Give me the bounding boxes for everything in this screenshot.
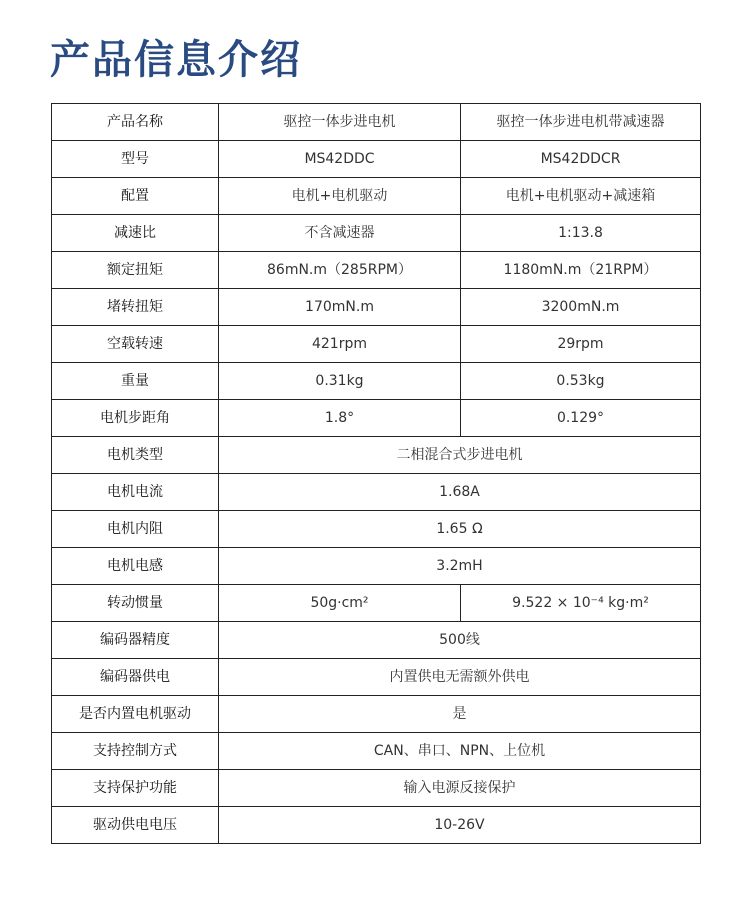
row-value: 电机+电机驱动 <box>219 178 461 215</box>
row-label: 电机内阻 <box>52 511 219 548</box>
row-value: 170mN.m <box>219 289 461 326</box>
row-label: 堵转扭矩 <box>52 289 219 326</box>
row-value: 1.65 Ω <box>219 511 701 548</box>
table-row <box>52 807 701 844</box>
row-value: 10-26V <box>219 807 701 844</box>
row-label: 编码器供电 <box>52 659 219 696</box>
table-row <box>52 696 701 733</box>
table-row <box>52 363 701 400</box>
row-label: 空载转速 <box>52 326 219 363</box>
row-value: 3.2mH <box>219 548 701 585</box>
row-value: 1.8° <box>219 400 461 437</box>
row-value: 驱控一体步进电机 <box>219 104 461 141</box>
table-row <box>52 178 701 215</box>
table-row <box>52 770 701 807</box>
table-row <box>52 400 701 437</box>
row-label: 减速比 <box>52 215 219 252</box>
table-row <box>52 437 701 474</box>
row-value: 二相混合式步进电机 <box>219 437 701 474</box>
row-label: 电机类型 <box>52 437 219 474</box>
row-label: 配置 <box>52 178 219 215</box>
table-row <box>52 622 701 659</box>
table-row <box>52 252 701 289</box>
row-value: 输入电源反接保护 <box>219 770 701 807</box>
row-value: 86mN.m（285RPM） <box>219 252 461 289</box>
row-value: 500线 <box>219 622 701 659</box>
row-value: 0.53kg <box>461 363 701 400</box>
table-row <box>52 289 701 326</box>
table-row <box>52 104 701 141</box>
page-title: 产品信息介绍 <box>50 37 302 83</box>
table-row <box>52 585 701 622</box>
table-row <box>52 548 701 585</box>
row-value: 驱控一体步进电机带减速器 <box>461 104 701 141</box>
table-row <box>52 474 701 511</box>
row-label: 驱动供电电压 <box>52 807 219 844</box>
row-value: 内置供电无需额外供电 <box>219 659 701 696</box>
table-row <box>52 733 701 770</box>
row-label: 电机步距角 <box>52 400 219 437</box>
row-value: 是 <box>219 696 701 733</box>
row-value: 1.68A <box>219 474 701 511</box>
row-label: 转动惯量 <box>52 585 219 622</box>
row-label: 型号 <box>52 141 219 178</box>
row-label: 电机电流 <box>52 474 219 511</box>
row-label: 重量 <box>52 363 219 400</box>
row-value: 电机+电机驱动+减速箱 <box>461 178 701 215</box>
row-label: 支持保护功能 <box>52 770 219 807</box>
spec-table-body <box>52 104 701 844</box>
spec-table <box>51 103 701 844</box>
row-value: 不含减速器 <box>219 215 461 252</box>
row-value: 3200mN.m <box>461 289 701 326</box>
table-row <box>52 511 701 548</box>
row-value: 1180mN.m（21RPM） <box>461 252 701 289</box>
row-value: 0.31kg <box>219 363 461 400</box>
row-value: 50g·cm² <box>219 585 461 622</box>
table-row <box>52 141 701 178</box>
row-value: 1:13.8 <box>461 215 701 252</box>
row-label: 编码器精度 <box>52 622 219 659</box>
row-label: 产品名称 <box>52 104 219 141</box>
row-value: 29rpm <box>461 326 701 363</box>
row-value: MS42DDC <box>219 141 461 178</box>
table-row <box>52 215 701 252</box>
row-label: 电机电感 <box>52 548 219 585</box>
table-row <box>52 326 701 363</box>
row-label: 额定扭矩 <box>52 252 219 289</box>
row-value: 9.522 × 10⁻⁴ kg·m² <box>461 585 701 622</box>
row-value: 0.129° <box>461 400 701 437</box>
table-row <box>52 659 701 696</box>
row-label: 是否内置电机驱动 <box>52 696 219 733</box>
row-value: MS42DDCR <box>461 141 701 178</box>
row-value: 421rpm <box>219 326 461 363</box>
row-label: 支持控制方式 <box>52 733 219 770</box>
row-value: CAN、串口、NPN、上位机 <box>219 733 701 770</box>
